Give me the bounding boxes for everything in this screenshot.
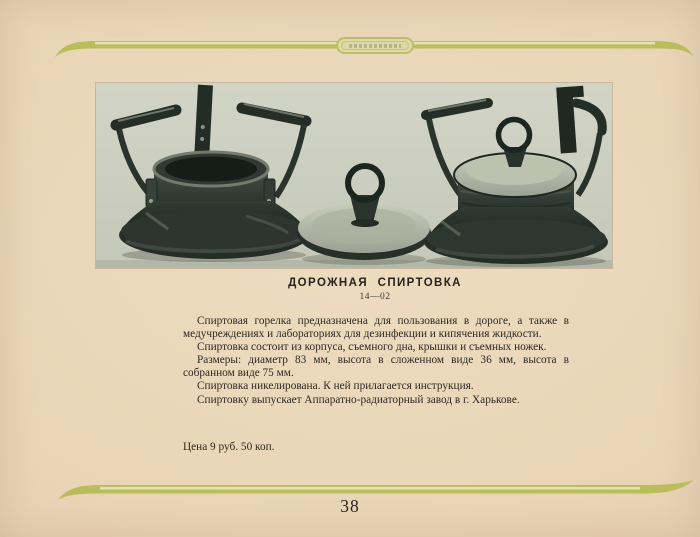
badge-illegible-text bbox=[349, 44, 401, 48]
page-number: 38 bbox=[340, 496, 360, 516]
description-paragraph: Спиртовка состоит из корпуса, съемного дна, крышки и съемных ножек. bbox=[197, 341, 547, 354]
publisher-badge-icon bbox=[336, 37, 414, 54]
product-photo bbox=[96, 83, 612, 268]
product-title: ДОРОЖНАЯ СПИРТОВКА bbox=[288, 277, 462, 289]
description-paragraph: Размеры: диаметр 83 мм, высота в сложенном виде 36 мм, высота в собранном виде 75 мм. bbox=[183, 354, 569, 380]
price-line: Цена 9 руб. 50 коп. bbox=[183, 441, 275, 453]
description-paragraph: Спиртовка никелирована. К ней прилагается инструкция. bbox=[197, 380, 474, 393]
product-description bbox=[183, 315, 569, 407]
catalog-number: 14—02 bbox=[359, 292, 391, 302]
description-paragraph: Спиртовку выпускает Аппаратно-радиаторный завод в г. Харькове. bbox=[197, 393, 520, 406]
description-paragraph: Спиртовая горелка предназначена для пользования в дороге, а также в медучреждениях и лабораториях для дезинфекции и кипячения жидкости. bbox=[183, 315, 569, 341]
